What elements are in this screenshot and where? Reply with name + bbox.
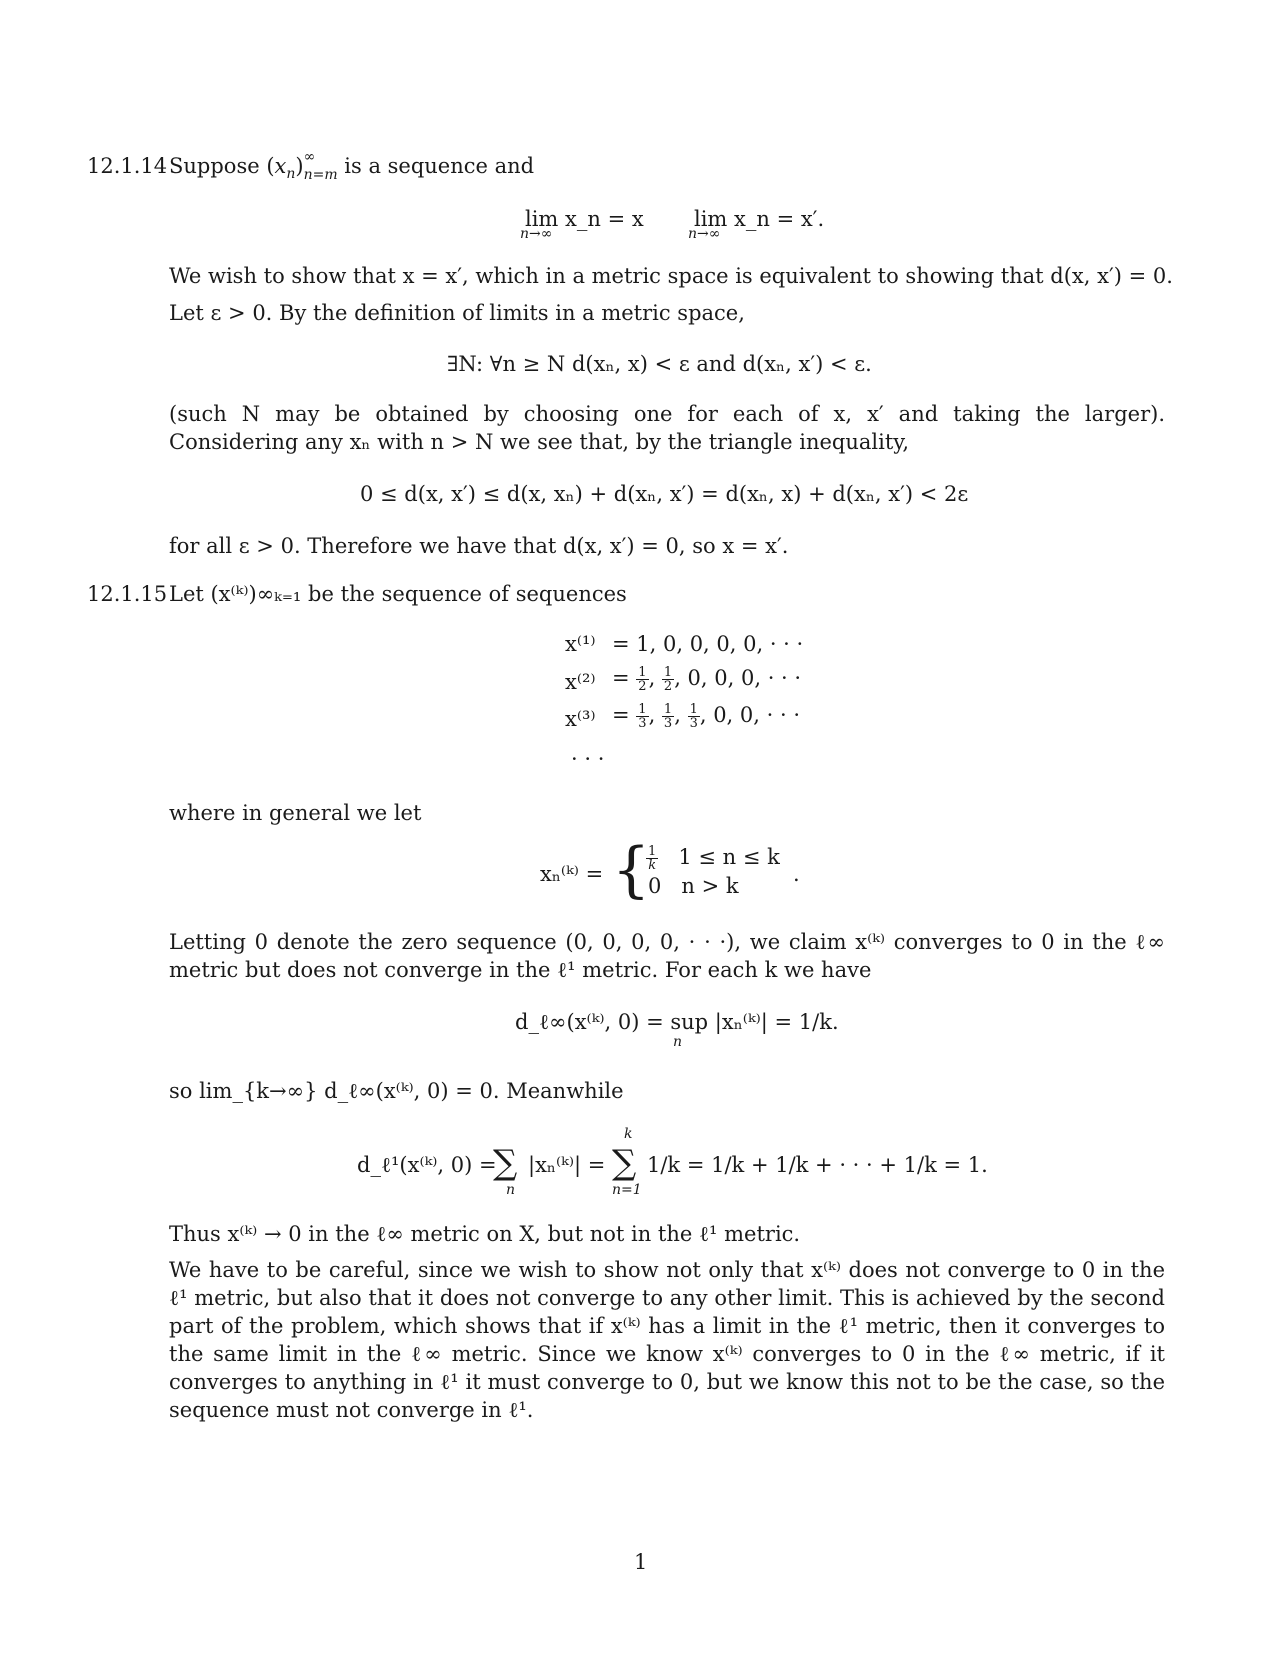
sum-rhs: 1/k = 1/k + 1/k + · · · + 1/k = 1.	[647, 1153, 988, 1177]
seq-2-rhs: , 0, 0, 0, · · ·	[674, 666, 802, 690]
paragraph-claim: Letting 0 denote the zero sequence (0, 0, 0, 0, · · ·), we claim x⁽ᵏ⁾ converges to 0 in the ℓ∞ metric but does not converge in the ℓ¹ metric. For each k we have	[169, 930, 1165, 982]
seq-2-lhs: x⁽²⁾	[565, 670, 596, 694]
intro-post: is a sequence and	[337, 154, 535, 178]
sum-symbol-2: ∑	[612, 1143, 637, 1183]
exercise-1-intro	[169, 149, 535, 188]
equation-exists-n: ∃N: ∀n ≥ N d(xₙ, x) < ε and d(xₙ, x′) < ε.	[447, 352, 872, 376]
sum-mid: |xₙ⁽ᵏ⁾| =	[528, 1153, 606, 1177]
exercise-2-intro: Let (x⁽ᵏ⁾)∞ₖ₌₁ be the sequence of sequences	[169, 582, 627, 606]
seq-3-rhs-row: = $\frac{1}{3}$ , $\frac{1}{3}$ , $\frac{1}{3}$ , 0, 0, · · ·	[612, 702, 800, 731]
seq-3-lhs: x⁽³⁾	[565, 707, 596, 731]
equation-triangle: 0 ≤ d(x, x′) ≤ d(x, xₙ) + d(xₙ, x′) = d(xₙ, x) + d(xₙ, x′) < 2ε	[360, 482, 969, 506]
piecewise-case-2	[648, 872, 739, 900]
paragraph-conclusion: for all ε > 0. Therefore we have that d(x, x′) = 0, so x = x′.	[169, 534, 789, 558]
exercise-2-number: 12.1.15	[87, 582, 168, 606]
limit-under-1: n→∞	[520, 226, 553, 242]
paragraph-such-n: (such N may be obtained by choosing one for each of x, x′ and taking the larger). Considering any xₙ with n > N we see that, by the triangle inequality,	[169, 402, 1165, 454]
sum-1-under: n	[506, 1182, 516, 1198]
seq-2-rhs-row: = $\frac{1}{2}$ , $\frac{1}{2}$ , 0, 0, 0, · · ·	[612, 665, 802, 694]
intro-text: Suppose (	[169, 154, 275, 178]
piecewise-lhs: xₙ⁽ᵏ⁾ =	[540, 862, 604, 886]
intro-sub2: n=m	[303, 167, 338, 183]
equation-sup: d_ℓ∞(x⁽ᵏ⁾, 0) = sup |xₙ⁽ᵏ⁾| = 1/k.	[515, 1010, 839, 1034]
intro-close: )	[295, 154, 304, 178]
exercise-1-number: 12.1.14	[87, 154, 168, 178]
intro-sup: ∞	[303, 149, 316, 165]
piecewise-end: .	[793, 862, 800, 886]
seq-dots: · · ·	[571, 747, 605, 771]
paragraph-wish: We wish to show that x = x′, which in a metric space is equivalent to showing that d(x, x′) = 0.	[169, 264, 1173, 288]
intro-var: x	[274, 154, 287, 178]
seq-1-lhs: x⁽¹⁾	[565, 632, 596, 656]
piecewise-case-1: $\frac{1}{k}$ 1 ≤ n ≤ k	[648, 844, 780, 873]
piecewise-case-2-cond: n > k	[681, 874, 739, 898]
limit-equation-1: lim x_n = x	[525, 207, 644, 231]
seq-1-rhs: = 1, 0, 0, 0, 0, · · ·	[612, 632, 804, 656]
limit-under-2: n→∞	[688, 226, 721, 242]
limit-equation-2: lim x_n = x′.	[694, 207, 825, 231]
sum-symbol-1: ∑	[493, 1143, 518, 1183]
intro-sub: n	[286, 166, 296, 182]
sum-lhs: d_ℓ¹(x⁽ᵏ⁾, 0) =	[357, 1153, 497, 1177]
piecewise-case-1-cond: 1 ≤ n ≤ k	[678, 845, 780, 869]
where-text: where in general we let	[169, 801, 422, 825]
page-number: 1	[634, 1550, 648, 1574]
sup-under: n	[673, 1034, 683, 1050]
paragraph-careful: We have to be careful, since we wish to show not only that x⁽ᵏ⁾ does not converge to 0 in the ℓ¹ metric, but also that it does not converge to any other limit. This is achieved by the second part of the problem, which shows that if x⁽ᵏ⁾ has a limit in the ℓ¹ metric, then it converges to the same limit in the ℓ∞ metric. Since we know x⁽ᵏ⁾ converges to 0 in the ℓ∞ metric, if it converges to anything in ℓ¹ it must converge to 0, but we know this not to be the case, so the sequence must not converge in ℓ¹.	[169, 1258, 1165, 1422]
sum-2-over: k	[624, 1126, 633, 1142]
sum-2-under: n=1	[612, 1182, 642, 1198]
paragraph-let-eps: Let ε > 0. By the definition of limits in a metric space,	[169, 301, 745, 325]
piecewise-brace: {	[612, 835, 651, 905]
piecewise-case-2-val: 0	[648, 874, 662, 898]
thus-text: Thus x⁽ᵏ⁾ → 0 in the ℓ∞ metric on X, but not in the ℓ¹ metric.	[169, 1222, 801, 1246]
so-lim-text: so lim_{k→∞} d_ℓ∞(x⁽ᵏ⁾, 0) = 0. Meanwhile	[169, 1079, 624, 1103]
seq-3-rhs: , 0, 0, · · ·	[699, 703, 800, 727]
